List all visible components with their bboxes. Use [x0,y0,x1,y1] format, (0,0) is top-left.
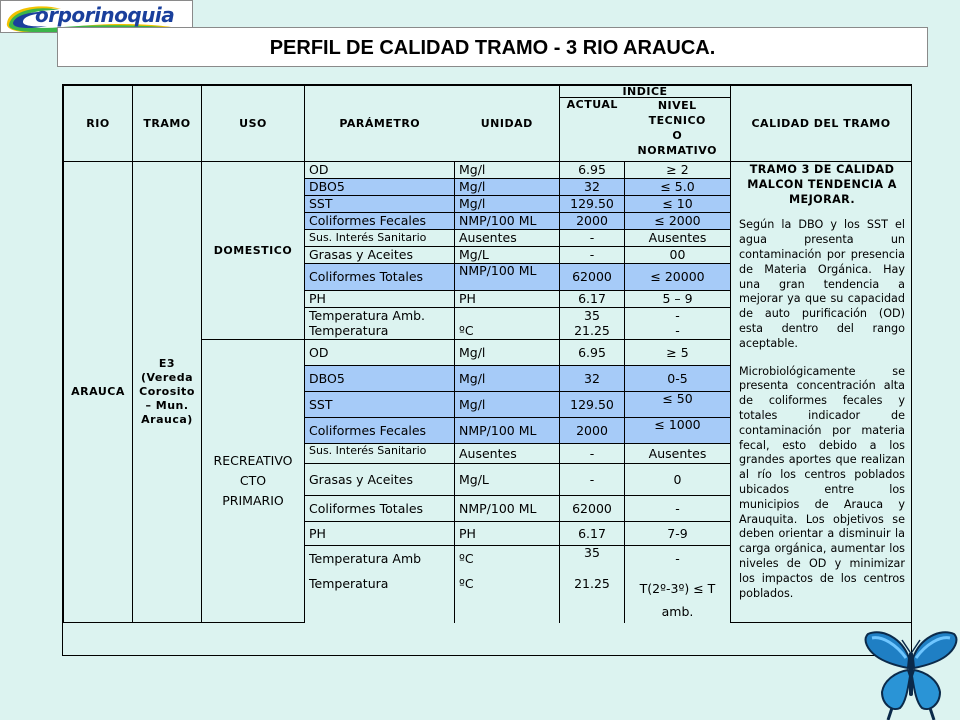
tramo-cell [133,162,202,623]
actual-cell: 6.95 [560,162,625,179]
norm-cell: 0-5 [625,366,731,392]
actual-cell: 2000 [560,418,625,444]
actual-cell: 32 [560,366,625,392]
uso-line: CTO [239,473,267,488]
tramo-line: Corosito [139,385,195,398]
norm-cell: Ausentes [625,230,731,247]
norm-cell: ≤ 2000 [625,213,731,230]
actual-cell: - [560,444,625,464]
col-header-tramo: TRAMO [133,86,202,162]
norm-cell: Ausentes [625,444,731,464]
tramo-line: (Vereda [140,371,194,384]
param-cell: Temperatura Amb [305,546,455,572]
norm-cell: - [625,308,731,324]
norm-cell: ≤ 5.0 [625,179,731,196]
unit-cell: NMP/100 ML [455,213,560,230]
nivel-line: O [672,129,683,142]
col-header-actual: ACTUAL [560,98,625,162]
calidad-paragraph-2: Microbiológicamente se presenta concentración alta de coliformes fecales y totales indicador de contaminación por materia fecal, esto debido a los grandes aportes que realizan al río los centros poblados ubicados entre los municipios de Arauca y Arauquita. Los objetivos se deben orientar a disminuir la carga orgánica, aumentar los niveles de OD y minimizar los impactos de los centros poblados. [739,364,906,600]
norm-cell [625,572,731,623]
uso-recreativo-cell [202,340,305,623]
norm-cell: ≤ 1000 [625,418,731,444]
norm-cell: ≥ 2 [625,162,731,179]
norm-line: amb. [661,603,694,619]
logo-text: orporinoquia [35,3,175,27]
page-title: PERFIL DE CALIDAD TRAMO - 3 RIO ARAUCA. [269,37,716,59]
unit-cell: ºC [455,572,560,623]
nivel-line: NIVEL [657,99,697,112]
actual-cell: 129.50 [560,196,625,213]
quality-profile-table [63,85,912,623]
actual-cell: 62000 [560,496,625,522]
col-header-nivel [625,98,731,162]
param-cell: SST [305,392,455,418]
param-cell: OD [305,162,455,179]
norm-cell: ≤ 50 [625,392,731,418]
butterfly-icon [862,628,960,720]
actual-cell: 129.50 [560,392,625,418]
actual-cell: 6.17 [560,291,625,308]
actual-cell: 21.25 [560,324,625,340]
actual-cell: 32 [560,179,625,196]
norm-cell: 7-9 [625,522,731,546]
nivel-line: NORMATIVO [637,144,717,157]
unit-cell: Mg/l [455,366,560,392]
nivel-line: TECNICO [648,114,706,127]
unit-cell: PH [455,291,560,308]
norm-cell: - [625,496,731,522]
col-header-unidad: UNIDAD [455,86,560,162]
col-header-indice: INDICE [560,86,731,98]
norm-cell: ≥ 5 [625,340,731,366]
unit-cell: Mg/l [455,392,560,418]
unit-cell: NMP/100 ML [455,496,560,522]
param-cell: DBO5 [305,366,455,392]
param-cell: PH [305,522,455,546]
quality-table-frame [62,84,912,656]
unit-cell: ºC [455,324,560,340]
param-cell: Sus. Interés Sanitario [305,230,455,247]
norm-line: T(2º-3º) ≤ T [639,580,716,596]
unit-cell: Mg/l [455,340,560,366]
actual-cell: 35 [560,546,625,572]
unit-cell: PH [455,522,560,546]
actual-cell: 6.95 [560,340,625,366]
uso-line: RECREATIVO [213,453,293,468]
actual-cell: 2000 [560,213,625,230]
norm-cell: 5 – 9 [625,291,731,308]
tramo-line: E3 [158,357,176,370]
param-cell: Coliformes Totales [305,264,455,291]
tramo-line: – Mun. [145,399,189,412]
unit-cell: Mg/l [455,196,560,213]
col-header-calidad: CALIDAD DEL TRAMO [731,86,912,162]
title-box [57,27,928,67]
param-cell: SST [305,196,455,213]
unit-cell: Mg/l [455,179,560,196]
actual-cell: - [560,464,625,496]
actual-cell: 21.25 [560,572,625,623]
calidad-paragraph-1: Según la DBO y los SST el agua presenta un contaminación por presencia de Materia Orgánica. Hay una gran tendencia a mejorar ya que su capacidad de auto purificación (OD) esta dentro del rango aceptable. [739,218,906,350]
actual-cell: 62000 [560,264,625,291]
param-cell: Grasas y Aceites [305,247,455,264]
unit-cell: Mg/L [455,464,560,496]
calidad-cell [731,162,912,623]
unit-cell: Mg/L [455,247,560,264]
norm-cell: - [625,324,731,340]
param-cell: Temperatura [305,572,455,623]
actual-cell: 6.17 [560,522,625,546]
unit-cell [455,308,560,324]
param-cell: PH [305,291,455,308]
param-cell: Temperatura Amb. [305,308,455,324]
norm-cell: - [625,546,731,572]
param-cell: Coliformes Fecales [305,418,455,444]
param-cell: Coliformes Fecales [305,213,455,230]
param-cell: OD [305,340,455,366]
param-cell: Coliformes Totales [305,496,455,522]
norm-cell: 0 [625,464,731,496]
param-cell: DBO5 [305,179,455,196]
actual-cell: 35 [560,308,625,324]
calidad-heading: TRAMO 3 DE CALIDAD MALCON TENDENCIA A MEJORAR. [747,163,897,206]
unit-cell: NMP/100 ML [455,418,560,444]
unit-cell: Ausentes [455,230,560,247]
param-cell: Grasas y Aceites [305,464,455,496]
tramo-line: Arauca) [141,413,193,426]
unit-cell: ºC [455,546,560,572]
col-header-rio: RIO [64,86,133,162]
header-row-1 [64,86,912,98]
col-header-uso: USO [202,86,305,162]
param-cell: Sus. Interés Sanitario [305,444,455,464]
uso-domestico-cell: DOMESTICO [202,162,305,340]
param-cell: Temperatura [305,324,455,340]
unit-cell: NMP/100 ML [455,264,560,291]
rio-cell: ARAUCA [64,162,133,623]
unit-cell: Mg/l [455,162,560,179]
norm-cell: 00 [625,247,731,264]
unit-cell: Ausentes [455,444,560,464]
actual-cell: - [560,230,625,247]
col-header-parametro: PARÁMETRO [305,86,455,162]
norm-cell: ≤ 10 [625,196,731,213]
uso-line: PRIMARIO [222,493,284,508]
table-row [64,162,912,179]
norm-cell: ≤ 20000 [625,264,731,291]
actual-cell: - [560,247,625,264]
